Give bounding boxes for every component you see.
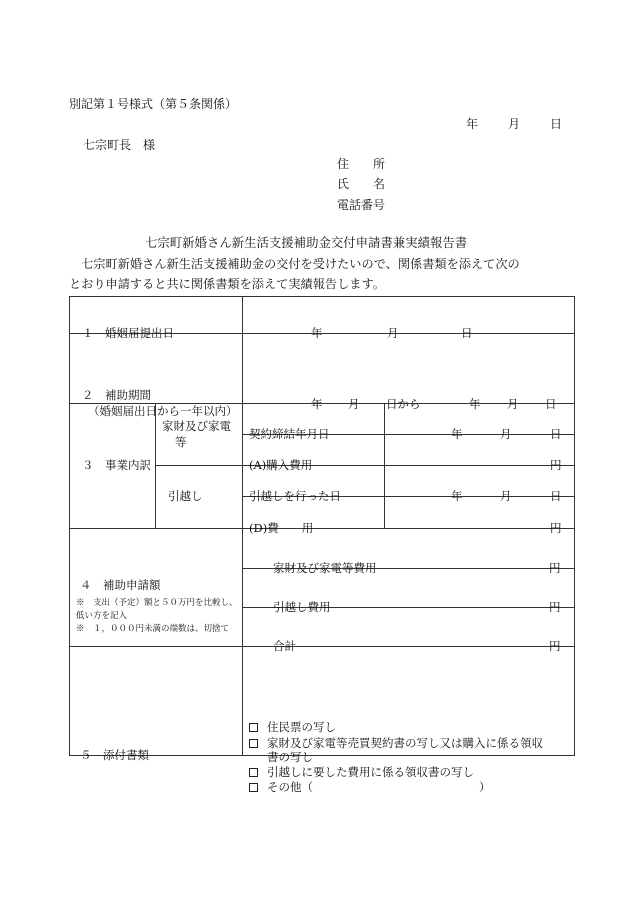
attachment-moving-receipt[interactable] xyxy=(249,767,474,779)
checkbox-icon[interactable] xyxy=(249,739,258,748)
attachments-label-cell xyxy=(70,647,243,762)
request-label: ４ 補助申請額 xyxy=(80,577,161,592)
request-note-3: ※ １，０００円未満の端数は、切捨て xyxy=(76,623,230,634)
purpose-line-1: 七宗町新婚さん新生活支援補助金の交付を受けたいので、関係書類を添えて次の xyxy=(69,257,520,271)
attachment-other-label: その他（ xyxy=(267,780,313,794)
name-label: 氏 名 xyxy=(337,177,386,191)
contract-day: 日 xyxy=(550,427,562,441)
request-note-2: 低い方を記入 xyxy=(76,610,128,621)
moving-label-cell xyxy=(156,466,243,529)
attachment-sales-contract-label: 家財及び家電等売買契約書の写し又は購入に係る領収 xyxy=(267,736,543,750)
attachment-resident-record[interactable] xyxy=(249,722,336,734)
furniture-label-2: 等 xyxy=(175,434,187,449)
address-label: 住 所 xyxy=(337,157,386,171)
contract-month: 月 xyxy=(500,427,512,441)
period-year-2: 年 xyxy=(469,396,481,411)
attachment-sales-contract-cont: 書の写し xyxy=(267,750,313,764)
period-month-2: 月 xyxy=(507,396,519,411)
moving-date-field[interactable] xyxy=(385,466,575,503)
period-label-cell xyxy=(70,334,243,418)
moving-cost-field[interactable] xyxy=(385,497,575,535)
date-month-label: 月 xyxy=(508,117,521,131)
date-day-label: 日 xyxy=(550,117,563,131)
purchase-cost-label: (A)購入費用 xyxy=(249,458,313,472)
application-table xyxy=(69,296,575,794)
total-label: 合計 xyxy=(273,639,296,653)
checkbox-icon[interactable] xyxy=(249,768,258,777)
period-day-2: 日 xyxy=(545,396,557,411)
purchase-cost-unit: 円 xyxy=(550,458,562,472)
furniture-cost-field[interactable] xyxy=(243,529,575,575)
moving-request-label: 引越し費用 xyxy=(273,600,331,614)
form-reference: 別記第１号様式（第５条関係） xyxy=(69,97,238,111)
contract-year: 年 xyxy=(451,427,463,441)
marriage-month: 月 xyxy=(387,326,399,340)
furniture-label-1: 家財及び家電 xyxy=(162,418,231,433)
period-field[interactable] xyxy=(243,334,575,411)
moving-cost-unit: 円 xyxy=(550,520,562,535)
attachments-label: ５ 添付書類 xyxy=(80,748,149,762)
period-from: 日から xyxy=(386,396,421,411)
moving-request-unit: 円 xyxy=(549,600,561,614)
attachment-moving-receipt-label: 引越しに要した費用に係る領収書の写し xyxy=(267,765,474,779)
marriage-date-field[interactable] xyxy=(243,297,575,340)
phone-label: 電話番号 xyxy=(337,198,386,212)
period-sublabel: （婚姻届出日から一年以内） xyxy=(88,403,238,418)
business-label: ３ 事業内訳 xyxy=(82,458,151,472)
contract-date-label: 契約締結年月日 xyxy=(249,427,330,441)
period-label: ２ 補助期間 xyxy=(82,387,151,402)
attachment-other[interactable] xyxy=(249,782,313,794)
moving-label: 引越し xyxy=(168,489,203,503)
document-title: 七宗町新婚さん新生活支援補助金交付申請書兼実績報告書 xyxy=(145,235,468,250)
moving-date-label: 引越しを行った日 xyxy=(249,489,341,503)
moving-cost-label: (D)費 用 xyxy=(249,520,314,535)
furniture-cost-unit: 円 xyxy=(549,560,561,575)
marriage-day: 日 xyxy=(461,326,473,340)
request-note-1: ※ 支出（予定）額と５０万円を比較し、 xyxy=(76,597,238,608)
period-year-1: 年 xyxy=(311,396,323,411)
moving-year: 年 xyxy=(451,489,463,503)
attachment-other-close: ） xyxy=(479,780,491,794)
request-label-cell xyxy=(70,529,243,647)
date-year-label: 年 xyxy=(466,117,479,131)
moving-month: 月 xyxy=(500,489,512,503)
checkbox-icon[interactable] xyxy=(249,783,258,792)
purchase-cost-field[interactable] xyxy=(385,435,575,472)
marriage-date-label-cell xyxy=(70,297,243,340)
purpose-line-2: とおり申請すると共に関係書類を添えて実績報告します。 xyxy=(69,277,385,291)
furniture-cost-label: 家財及び家電等費用 xyxy=(273,560,377,575)
total-unit: 円 xyxy=(549,639,561,653)
business-label-cell xyxy=(70,404,156,529)
marriage-year: 年 xyxy=(311,326,323,340)
addressee: 七宗町長 様 xyxy=(83,138,156,152)
attachment-resident-record-label: 住民票の写し xyxy=(267,720,336,734)
attachments-list xyxy=(243,647,575,794)
moving-day: 日 xyxy=(550,489,562,503)
period-month-1: 月 xyxy=(348,396,360,411)
marriage-date-label: １ 婚姻届提出日 xyxy=(82,326,174,340)
checkbox-icon[interactable] xyxy=(249,723,258,732)
attachment-sales-contract[interactable] xyxy=(249,738,543,750)
